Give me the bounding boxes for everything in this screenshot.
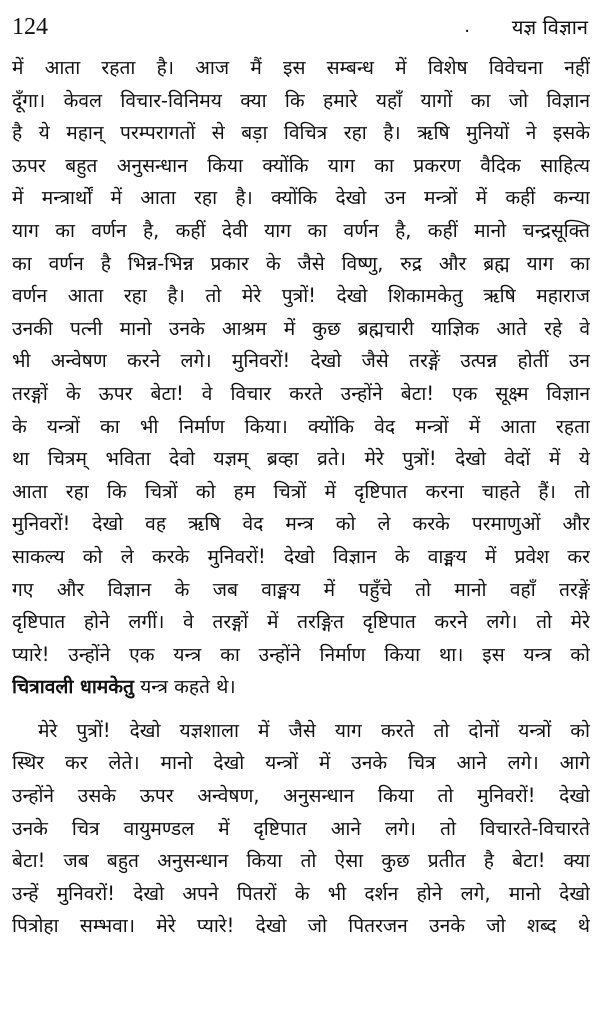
text-line: में आता रहता है। आज मैं इस सम्बन्ध में विशेष विवेचना नहीं	[12, 56, 590, 79]
text-line: ऊपर बहुत अनुसन्धान किया क्योंकि याग का प्रकरण वैदिक साहित्य	[12, 153, 590, 177]
text-line: उनके चित्र वायुमण्डल में दृष्टिपात आने लगे। तो विचारते-विचारते	[12, 816, 590, 840]
text-line: है ये महान् परम्परागतों से बड़ा विचित्र रहा है। ऋषि मुनियों ने इसके	[12, 121, 590, 145]
text-line: स्थिर कर लेते। मानो देखो यन्त्रों में उनके चित्र आने लगे। आगे	[12, 751, 590, 775]
paragraph-gap	[12, 704, 590, 715]
text-line: पित्रोहा सम्भवा। मेरे प्यारे! देखो जो पितरजन उनके जो शब्द थे	[12, 914, 590, 938]
text-line: दृष्टिपात होने लगीं। वे तरङ्गों में तरङ्गित दृष्टिपात करने लगे। तो मेरे	[12, 610, 590, 634]
text-line: उन्हें मुनिवरों! देखो अपने पितरों के भी दर्शन होने लगे, मानो देखो	[12, 881, 590, 905]
text-line: में मन्त्रार्थों में आता रहा है। क्योंकि देखो उन मन्त्रों में कहीं कन्या	[12, 186, 590, 210]
page-number: 124	[12, 14, 48, 40]
text-line: याग का वर्णन है, कहीं देवी याग का वर्णन है, कहीं मानो चन्द्रसूक्ति	[12, 218, 590, 242]
text-line: का वर्णन है भिन्न-भिन्न प्रकार के जैसे विष्णु, रुद्र और ब्रह्म याग का	[12, 251, 590, 275]
header-dot: .	[464, 16, 470, 37]
text-line: तरङ्गों के ऊपर बेटा! वे विचार करते उन्होंने बेटा! एक सूक्ष्म विज्ञान	[12, 381, 590, 405]
text-line: मुनिवरों! देखो वह ऋषि वेद मन्त्र को ले करके परमाणुओं और	[12, 512, 590, 536]
body-text	[12, 52, 590, 943]
text-line: बेटा! जब बहुत अनुसन्धान किया तो ऐसा कुछ प्रतीत है बेटा! क्या	[12, 849, 590, 873]
text-line: दूँगा। केवल विचार-विनिमय क्या कि हमारे यहाँ यागों का जो विज्ञान	[12, 88, 590, 112]
paragraph-1	[12, 52, 590, 704]
text-line: था चित्रम् भविता देवो यज्ञम् ब्रव्हा व्रते। मेरे पुत्रों! देखो वेदों में ये	[12, 447, 590, 471]
text-line: गए और विज्ञान के जब वाङ्मय में पहुँचे तो मानो वहाँ तरङ्गें	[12, 577, 590, 601]
text-line: मेरे पुत्रों! देखो यज्ञशाला में जैसे याग करते तो दोनों यन्त्रों को	[38, 718, 590, 742]
text-line: उनकी पत्नी मानो उनके आश्रम में कुछ ब्रह्मचारी याज्ञिक आते रहे वे	[12, 316, 590, 340]
paragraph-2	[12, 715, 590, 943]
text-line: के यन्त्रों का भी निर्माण किया। क्योंकि वेद मन्त्रों में आता रहता	[12, 414, 590, 438]
text-line: आता रहा कि चित्रों को हम चित्रों में दृष्टिपात करना चाहते हैं। तो	[12, 479, 590, 503]
text-line: भी अन्वेषण करने लगे। मुनिवरों! देखो जैसे तरङ्गें उत्पन्न होतीं उन	[12, 349, 590, 373]
text-line-rest: यन्त्र कहते थे।	[133, 675, 236, 699]
text-line: साकल्य को ले करके मुनिवरों! देखो विज्ञान के वाङ्मय में प्रवेश कर	[12, 544, 590, 568]
running-header	[12, 10, 588, 44]
bold-term: चित्रावली धामकेतु	[12, 675, 134, 699]
text-line-last	[12, 671, 590, 704]
running-title: यज्ञ विज्ञान	[511, 15, 588, 39]
text-line: उन्होंने उसके ऊपर अन्वेषण, अनुसन्धान किया तो मुनिवरों! देखो	[12, 784, 590, 808]
text-line: प्यारे! उन्होंने एक यन्त्र का उन्होंने निर्माण किया था। इस यन्त्र को	[12, 642, 590, 666]
text-line: वर्णन आता रहा है। तो मेरे पुत्रों! देखो शिकामकेतु ऋषि महाराज	[12, 284, 590, 308]
